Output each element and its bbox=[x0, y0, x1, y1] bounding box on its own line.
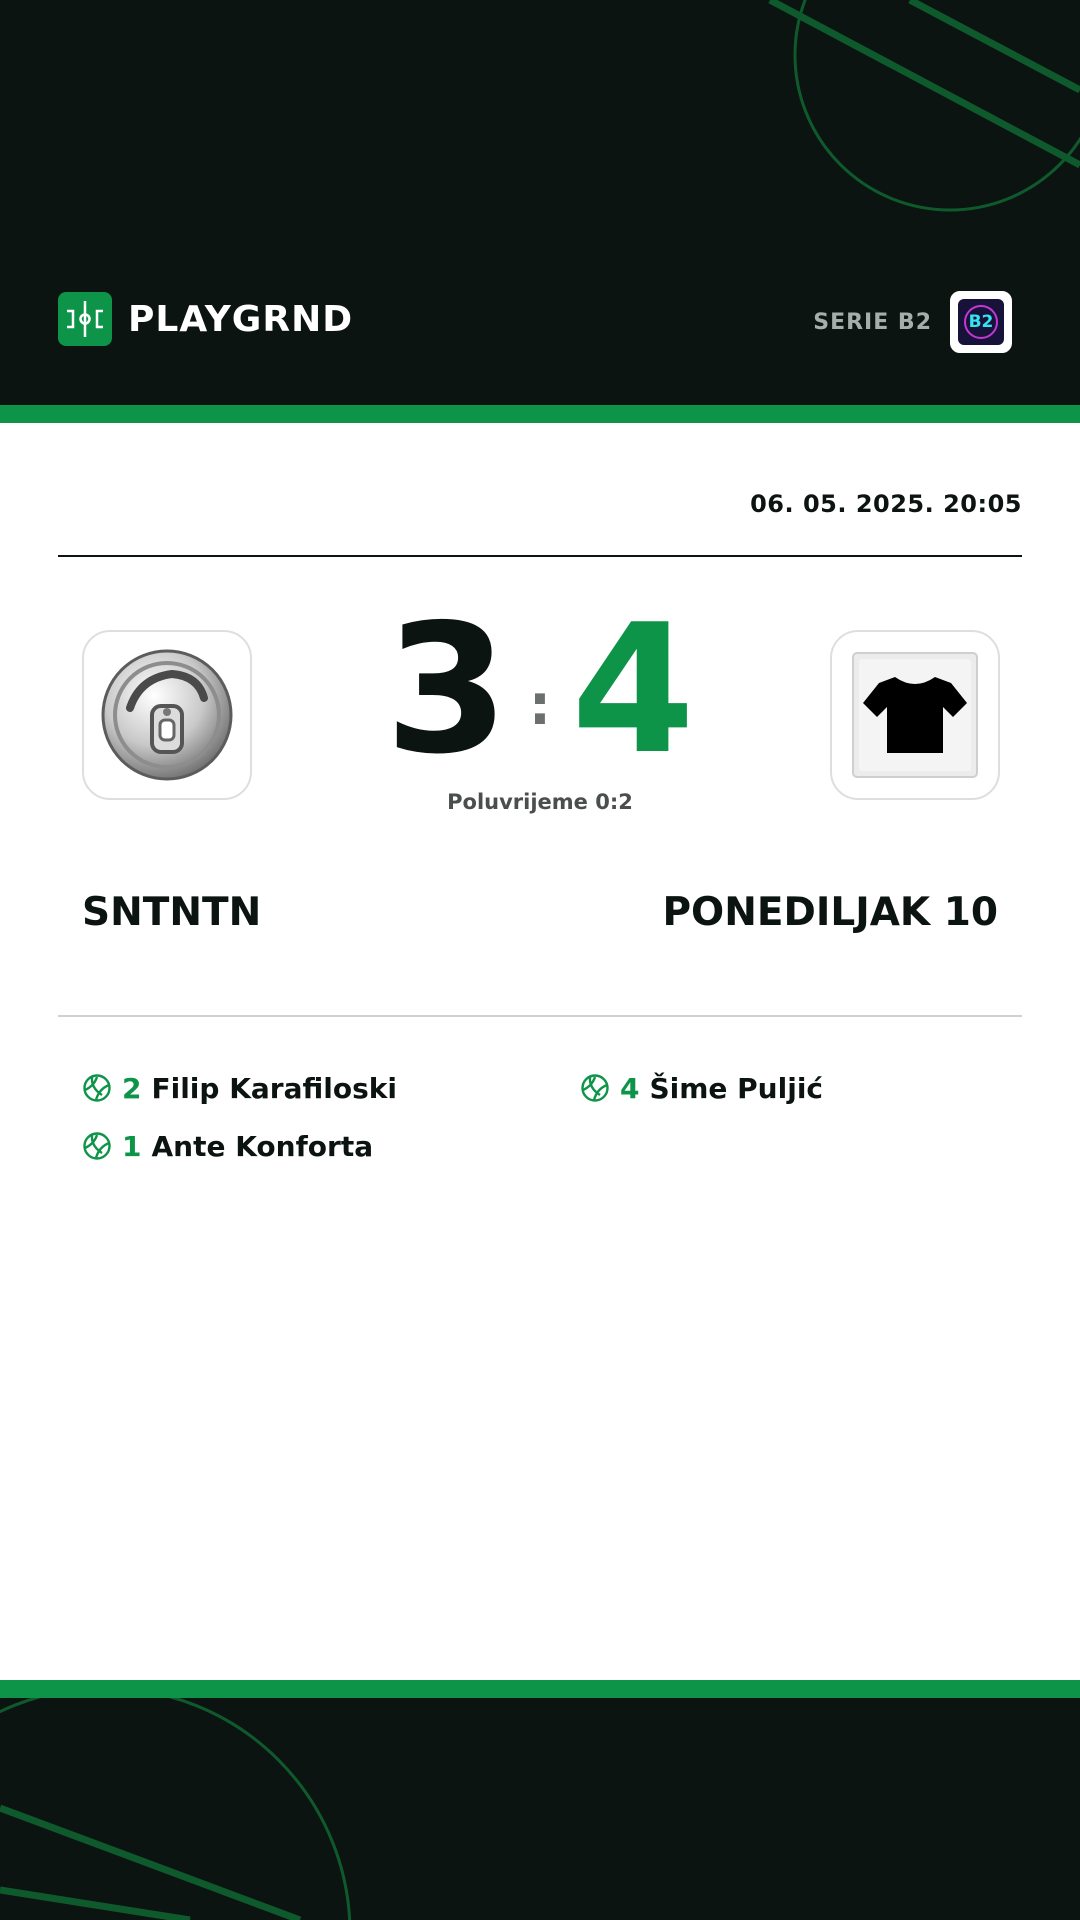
player-name: Ante Konforta bbox=[151, 1129, 374, 1163]
league-badge bbox=[950, 291, 1012, 353]
list-item bbox=[82, 1126, 522, 1166]
list-item bbox=[82, 1068, 522, 1108]
league-badge-text: B2 bbox=[968, 312, 994, 332]
home-team-name: SNTNTN bbox=[82, 890, 262, 935]
home-team-logo bbox=[82, 630, 252, 800]
league bbox=[813, 292, 1012, 352]
pitch-lines-decoration bbox=[0, 1698, 1080, 1920]
away-team-logo bbox=[830, 630, 1000, 800]
player-name: Filip Karafiloski bbox=[151, 1071, 397, 1105]
home-score: 3 bbox=[384, 586, 509, 793]
goal-count: 1 bbox=[122, 1129, 142, 1163]
football-icon bbox=[580, 1073, 610, 1103]
goal-count: 4 bbox=[620, 1071, 640, 1105]
divider bbox=[58, 1015, 1022, 1017]
header-accent-bar bbox=[0, 405, 1080, 423]
brand bbox=[58, 292, 353, 346]
football-icon bbox=[82, 1073, 112, 1103]
football-icon bbox=[82, 1131, 112, 1161]
footer-accent-bar bbox=[0, 1680, 1080, 1698]
scoreboard bbox=[340, 586, 740, 793]
list-item bbox=[580, 1068, 1020, 1108]
footer bbox=[0, 1698, 1080, 1920]
away-scorers-list bbox=[580, 1068, 1020, 1126]
soda-can-tab-icon bbox=[100, 648, 234, 782]
goal-count: 2 bbox=[122, 1071, 142, 1105]
halftime-score: Poluvrijeme 0:2 bbox=[447, 790, 633, 814]
divider bbox=[58, 555, 1022, 557]
header bbox=[0, 0, 1080, 405]
pitch-icon bbox=[58, 292, 112, 346]
home-scorers-list bbox=[82, 1068, 522, 1184]
away-score: 4 bbox=[571, 586, 696, 793]
score-separator: : bbox=[528, 672, 552, 738]
away-team-name: PONEDILJAK 10 bbox=[662, 890, 998, 935]
league-name: SERIE B2 bbox=[813, 309, 932, 335]
match-datetime: 06. 05. 2025. 20:05 bbox=[750, 490, 1022, 518]
player-name: Šime Puljić bbox=[649, 1071, 824, 1105]
t-shirt-icon bbox=[849, 649, 981, 781]
brand-name: PLAYGRND bbox=[128, 298, 354, 340]
